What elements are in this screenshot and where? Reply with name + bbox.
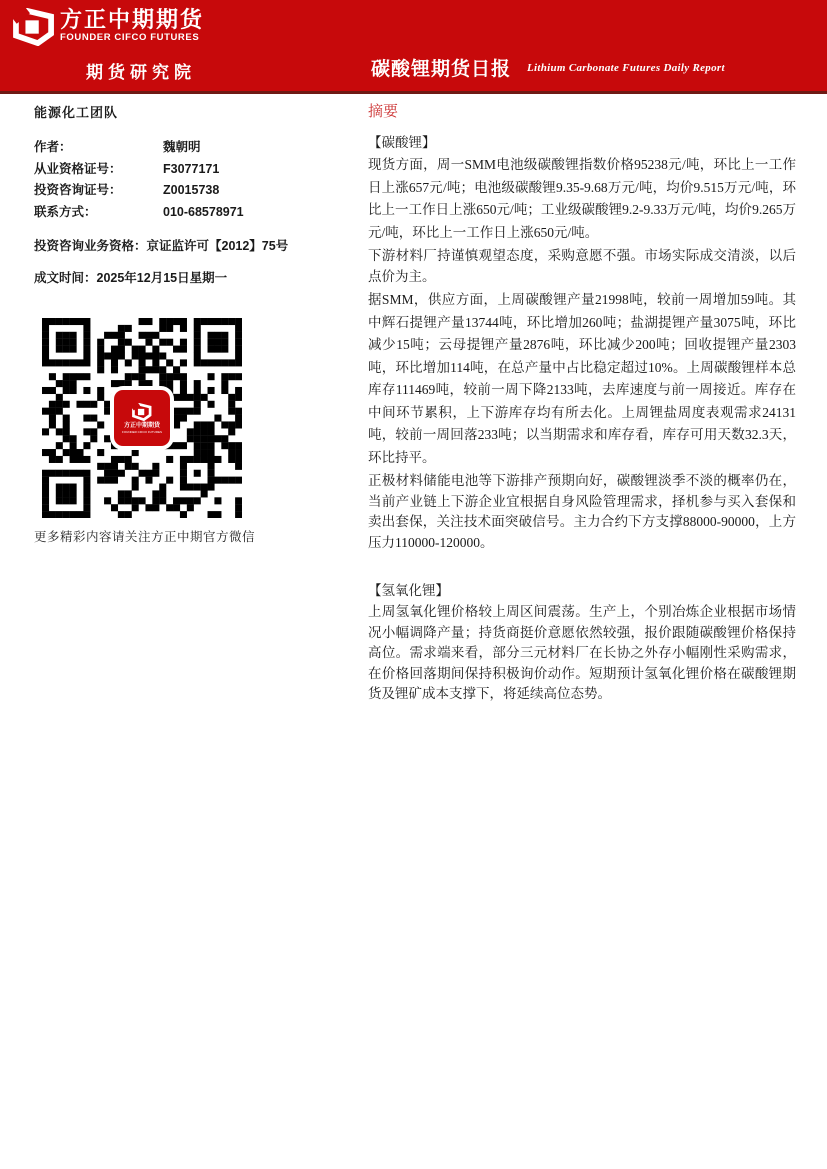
qualification-line: 投资咨询业务资格：京证监许可【2012】75号: [34, 239, 289, 253]
company-logo: [13, 8, 204, 46]
company-name-en: FOUNDER CIFCO FUTURES: [60, 32, 200, 43]
practice-cert-label: 从业资格证号：: [34, 161, 122, 176]
paragraph: 现货方面，周一SMM电池级碳酸锂指数价格95238元/吨，环比上一工作日上涨657元/吨；电池级碳酸锂9.35-9.68万元/吨，均价9.515万元/吨，环比上一工作日上涨650元/吨；工业级碳酸锂9.2-9.33万元/吨，均价9.265万元/吨，环比上一工作日上涨650元/吨。: [368, 157, 796, 240]
section-title: 【氢氧化锂】: [368, 583, 449, 598]
author-row: [34, 137, 344, 159]
qr-caption: 更多精彩内容请关注方正中期官方微信: [34, 530, 256, 544]
author-value: 魏朝明: [163, 140, 201, 154]
section-title: 【碳酸锂】: [368, 135, 436, 150]
section-lithium-hydroxide: [368, 579, 796, 705]
summary-column: [368, 100, 796, 707]
team-name: 能源化工团队: [34, 105, 119, 120]
paragraph: 下游材料厂持谨慎观望态度，采购意愿不强。市场实际成交清淡，以后点价为主。: [368, 248, 796, 284]
summary-heading: 摘要: [368, 104, 399, 120]
qr-center-logo: [114, 390, 170, 446]
report-title-cn: 碳酸锂期货日报: [371, 59, 512, 80]
section-lithium-carbonate: [368, 131, 796, 553]
qr-code: [42, 318, 242, 518]
date-line: 成文时间：2025年12月15日星期一: [34, 271, 228, 285]
qr-logo-subtext: FOUNDER CIFCO FUTURES: [122, 429, 162, 434]
contact-row: [34, 202, 344, 224]
company-name-block: [60, 8, 204, 44]
paragraph: 据SMM，供应方面，上周碳酸锂产量21998吨，较前一周增加59吨。其中辉石提锂产量13744吨，环比增加260吨；盐湖提锂产量3075吨，环比减少15吨；云母提锂产量2876吨，环比减少200吨；回收提锂产量2303吨，环比增加114吨，在总产量中占比稳定超过10%。上周碳酸锂样本总库存111469吨，较前一周下降2133吨，去库速度与前一周接近。库存在中间环节累积，上下游库存均有所去化。上周锂盐周度表观需求24131吨，较前一周回落233吨；以当期需求和库存看，库存可用天数32.3天，环比持平。: [368, 292, 796, 465]
header-band: [0, 0, 827, 94]
qr-center-logo-icon: [132, 403, 152, 421]
company-name-cn: 方正中期期货: [60, 7, 205, 32]
contact-label: 联系方式：: [34, 204, 97, 219]
paragraph: 上周氢氧化锂价格较上周区间震荡。生产上，个别冶炼企业根据市场情况小幅调降产量；持货商挺价意愿依然较强，报价跟随碳酸锂价格保持高位。需求端来看，部分三元材料厂在长协之外存小幅刚性采购需求，在价格回落期间保持积极询价动作。短期预计氢氧化锂价格在碳酸锂期货及锂矿成本支撑下，将延续高位态势。: [368, 604, 796, 701]
advisory-cert-label: 投资咨询证号：: [34, 183, 122, 197]
advisory-cert-value: Z0015738: [163, 183, 220, 197]
institute-name: 期货研究院: [86, 63, 196, 82]
advisory-cert-row: [34, 180, 344, 202]
practice-cert-value: F3077171: [163, 161, 220, 176]
sidebar: [34, 102, 344, 286]
practice-cert-row: [34, 159, 344, 181]
company-logo-icon: [13, 8, 55, 46]
report-title-en: Lithium Carbonate Futures Daily Report: [527, 62, 725, 74]
author-label: 作者：: [34, 140, 72, 154]
paragraph: 正极材料储能电池等下游排产预期向好，碳酸锂淡季不淡的概率仍在，当前产业链上下游企业宜根据自身风险管理需求，择机参与买入套保和卖出套保，关注技术面突破信号。主力合约下方支撑88000-90000，上方压力110000-120000。: [368, 473, 796, 550]
qr-logo-text: 方正中期期货: [123, 422, 160, 429]
contact-value: 010-68578971: [163, 204, 244, 219]
